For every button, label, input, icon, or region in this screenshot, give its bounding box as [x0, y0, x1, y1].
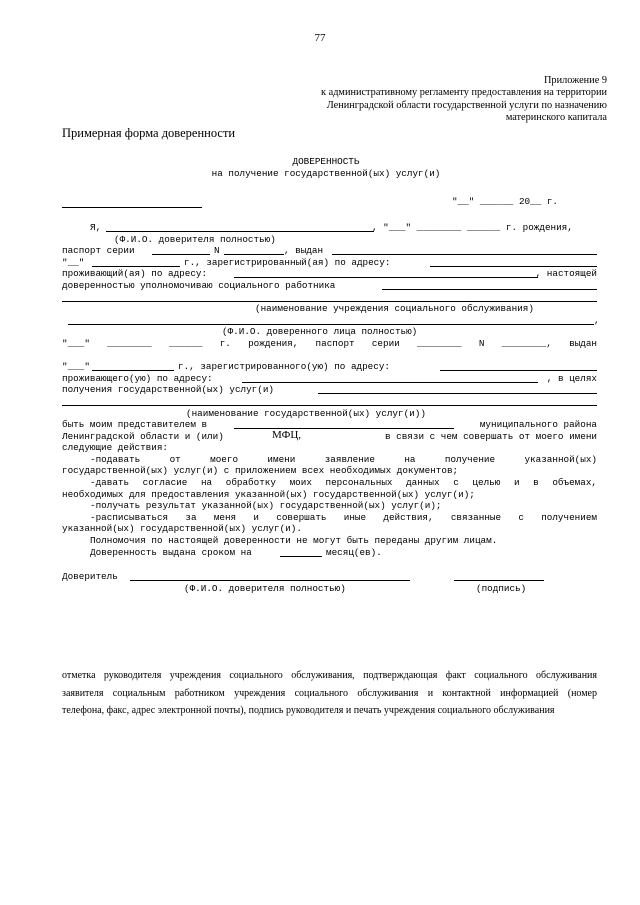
principal-fio-signature-blank[interactable]	[130, 580, 410, 581]
trusted-living-label: проживающего(ую) по адресу:	[62, 372, 213, 384]
municipality-label: муниципального района	[479, 419, 597, 431]
action-consent-cont: необходимых для предоставления указанной(ых) государственной(ых) услуг(и);	[62, 488, 475, 500]
form-body	[62, 222, 600, 594]
validity-line	[62, 547, 597, 559]
principal-birth: , "___" ________ ______ г. рождения,	[372, 222, 573, 233]
passport-n-label: N	[214, 245, 220, 257]
mfc-label: МФЦ,	[272, 428, 302, 441]
validity-label: Доверенность выдана сроком на	[90, 546, 252, 558]
caption-signature: (подпись)	[476, 582, 527, 594]
trusted-living-line	[62, 373, 597, 385]
passport-number-blank[interactable]	[224, 254, 284, 255]
page-number: 77	[314, 32, 326, 44]
action-consent: -давать согласие на обработку моих персональных данных с целью и в объемах,	[90, 477, 597, 489]
caption-principal-signature: (Ф.И.О. доверителя полностью)	[184, 582, 346, 594]
action-submit: -подавать от моего имени заявление на получение указанной(ых)	[90, 453, 597, 465]
actions-intro: следующие действия:	[62, 442, 169, 454]
doc-subtitle: на получение государственной(ых) услуг(и)	[211, 168, 441, 179]
authorize-line	[62, 280, 597, 292]
trusted-registration-date: "___"	[62, 361, 90, 373]
footer-line: заявителя социальным работником учреждения социального обслуживания и контактной информацией (номер	[62, 687, 597, 699]
appendix-line: к административному регламенту предоставления на территории	[321, 87, 607, 99]
appendix-header	[321, 75, 607, 124]
service-label: получения государственной(ых) услуг(и)	[62, 384, 275, 396]
principal-fio-blank[interactable]	[106, 231, 374, 232]
municipality-blank[interactable]	[234, 428, 454, 429]
social-worker-blank[interactable]	[382, 289, 597, 290]
representative-label: быть моим представителем в	[62, 419, 208, 431]
passport-issued-label: , выдан	[284, 245, 324, 257]
region-line	[62, 428, 597, 443]
caption-row	[62, 583, 597, 595]
registration-line	[62, 257, 597, 269]
appendix-line: материнского капитала	[505, 111, 607, 123]
institution-line	[62, 292, 597, 304]
passport-label: паспорт серии	[62, 245, 135, 257]
institution-blank[interactable]	[62, 301, 597, 302]
living-label: проживающий(ая) по адресу:	[62, 268, 208, 280]
footer-note	[62, 667, 597, 720]
action-receive: -получать результат указанной(ых) государственной(ых) услуг(и);	[90, 500, 442, 512]
living-end: , настоящей	[535, 268, 597, 280]
action-submit-cont: государственной(ых) услуг(и) с приложением всех необходимых документов;	[62, 465, 459, 477]
caption-row	[62, 408, 597, 420]
validity-unit: месяц(ев).	[326, 546, 382, 558]
registration-date-blank[interactable]	[92, 266, 180, 267]
caption-row	[62, 303, 597, 315]
principal-signature-line	[62, 571, 597, 583]
authorize-text: доверенностью уполномочиваю социального работника	[62, 279, 336, 291]
passport-issuer-blank[interactable]	[332, 254, 597, 255]
trusted-living-address-blank[interactable]	[242, 382, 538, 383]
principal-prefix: Я,	[90, 222, 102, 233]
trusted-registration-label: г., зарегистрированного(ую) по адресу:	[178, 361, 391, 373]
service-blank-2[interactable]	[62, 405, 597, 406]
footer-line: телефона, факс, адрес электронной почты), подпись руководителя и печать учреждения социального обслуживания	[62, 705, 555, 716]
principal-label: Доверитель	[62, 571, 118, 583]
passport-series-blank[interactable]	[152, 254, 210, 255]
action-sign-cont: указанной(ых) государственной(ых) услуг(и).	[62, 523, 302, 535]
registration-label: г., зарегистрированный(ая) по адресу:	[184, 256, 391, 268]
caption-trusted-fio: (Ф.И.О. доверенного лица полностью)	[222, 326, 418, 338]
registration-date: "__"	[62, 256, 85, 268]
caption-row	[62, 234, 597, 246]
living-line	[62, 268, 597, 280]
region-text: Ленинградской области и (или)	[62, 430, 224, 442]
trusted-registration-address-blank[interactable]	[440, 370, 597, 371]
validity-months-blank[interactable]	[280, 556, 322, 557]
service-blank[interactable]	[318, 393, 597, 394]
principal-line	[62, 222, 597, 234]
region-text-end: в связи с чем совершать от моего имени	[384, 430, 597, 442]
trusted-registration-date-blank[interactable]	[92, 370, 174, 371]
date-line[interactable]: "__" ______ 20__ г.	[452, 196, 559, 207]
caption-service: (наименование государственной(ых) услуг(и))	[186, 407, 426, 419]
caption-row	[62, 326, 597, 338]
trusted-fio-blank[interactable]	[68, 324, 594, 325]
passport-line	[62, 245, 597, 257]
service-line	[62, 384, 597, 396]
registration-address-blank[interactable]	[430, 266, 597, 267]
signature-blank[interactable]	[454, 580, 544, 581]
place-blank[interactable]	[62, 207, 202, 208]
footer-line: отметка руководителя учреждения социального обслуживания, подтверждающая факт социального обслуживания	[62, 670, 597, 681]
trusted-passport-text: "___" ________ ______ г. рождения, паспорт серии ________ N ________, выдан	[62, 337, 597, 349]
powers-line: Полномочия по настоящей доверенности не могут быть переданы другим лицам.	[90, 535, 498, 547]
trusted-fio-line: ,	[62, 315, 597, 327]
trusted-registration-line	[62, 361, 597, 373]
sample-title: Примерная форма доверенности	[62, 126, 236, 140]
representative-line	[62, 419, 597, 431]
trusted-passport-line	[62, 338, 597, 350]
caption-institution: (наименование учреждения социального обслуживания)	[255, 303, 534, 315]
action-sign: -расписываться за меня и совершать иные действия, связанные с получением	[90, 511, 597, 523]
trusted-living-end: , в целях	[546, 372, 597, 384]
living-address-blank[interactable]	[234, 277, 538, 278]
appendix-line: Ленинградской области государственной услуги по назначению	[326, 99, 607, 111]
appendix-title: Приложение 9	[544, 75, 607, 86]
doc-title: ДОВЕРЕННОСТЬ	[292, 156, 360, 167]
caption-principal-fio: (Ф.И.О. доверителя полностью)	[114, 233, 276, 245]
service-line-2	[62, 396, 597, 408]
